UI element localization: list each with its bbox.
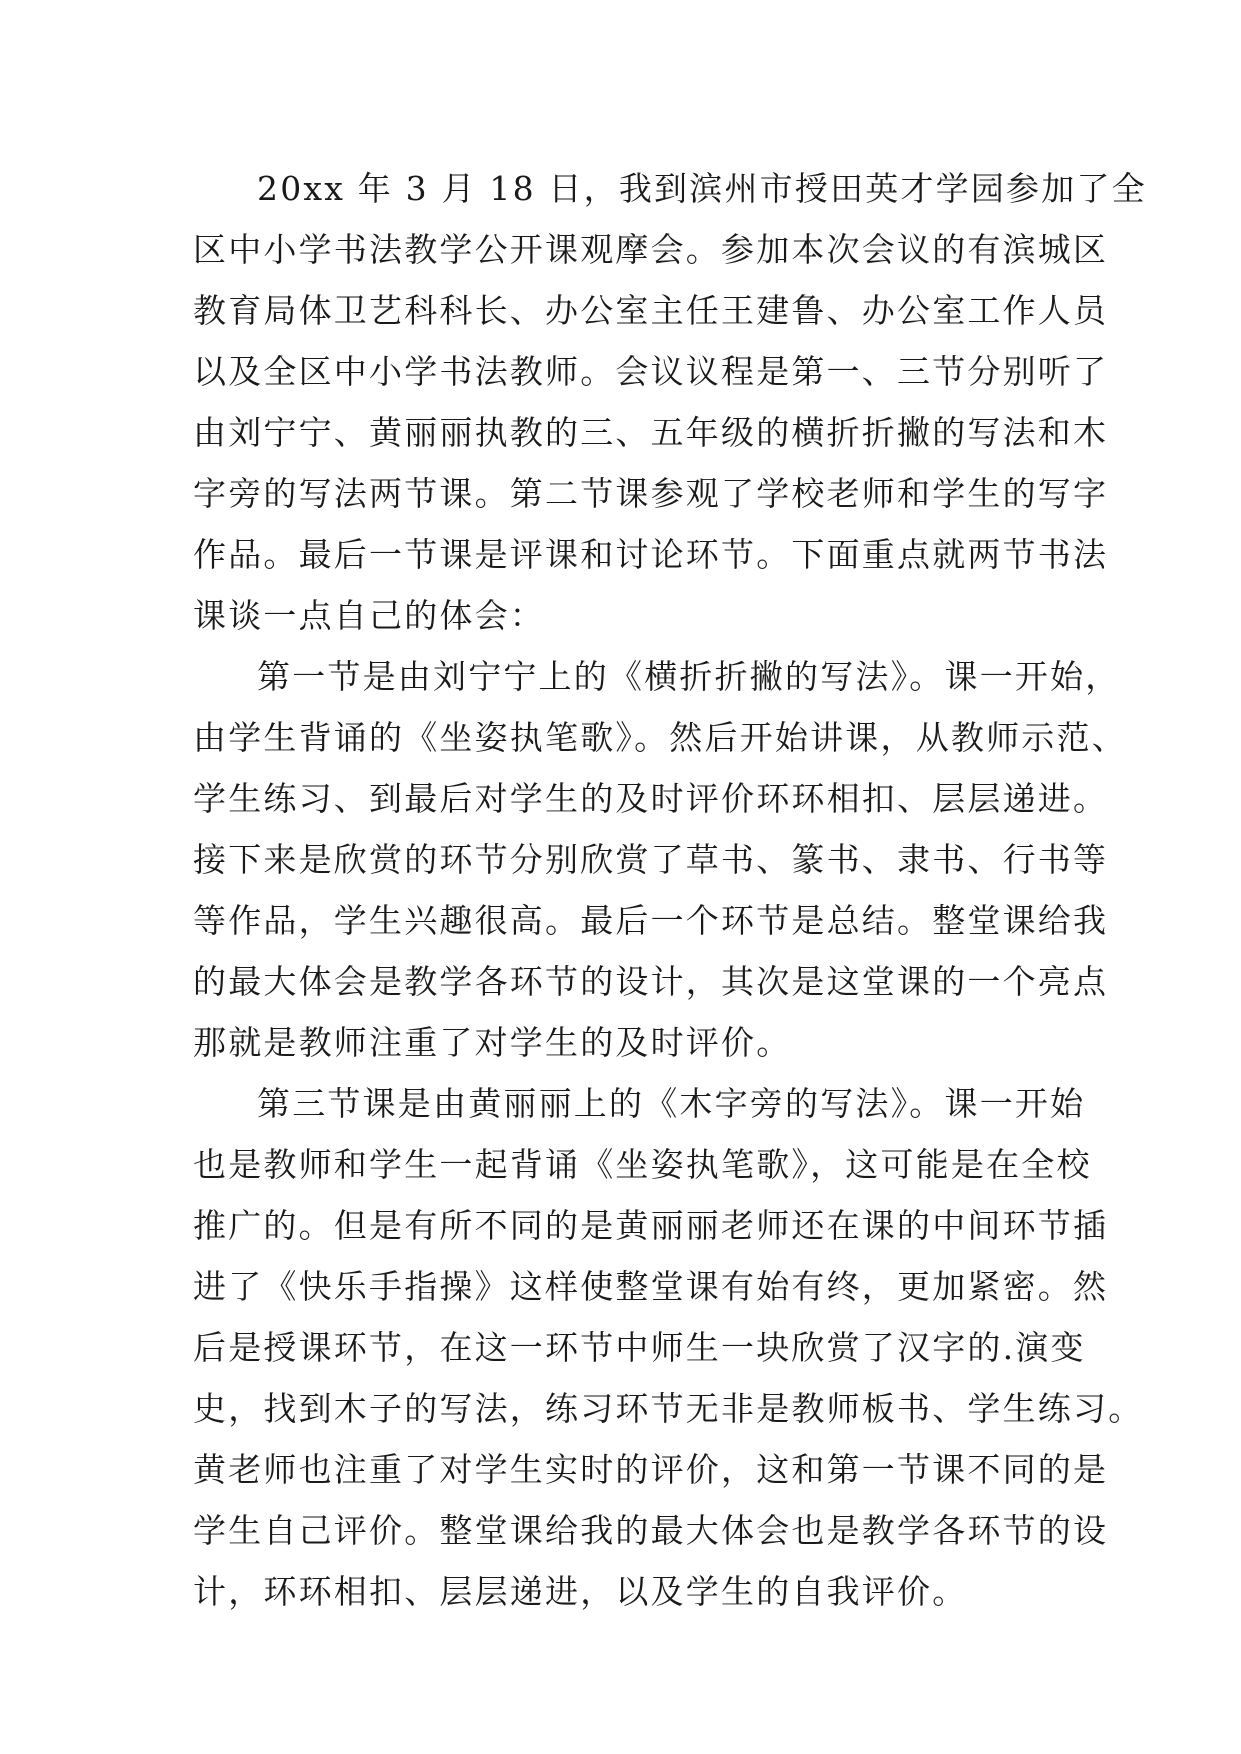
text-line: 字旁的写法两节课。第二节课参观了学校老师和学生的写字 — [193, 474, 1109, 513]
text-line: 黄老师也注重了对学生实时的评价，这和第一节课不同的是 — [193, 1450, 1109, 1489]
text-line: 以及全区中小学书法教师。会议议程是第一、三节分别听了 — [193, 352, 1109, 391]
text-line: 由刘宁宁、黄丽丽执教的三、五年级的横折折撇的写法和木 — [193, 413, 1109, 452]
text-line: 计，环环相扣、层层递进，以及学生的自我评价。 — [193, 1572, 968, 1611]
text-line: 学生练习、到最后对学生的及时评价环环相扣、层层递进。 — [193, 779, 1109, 818]
text-line: 学生自己评价。整堂课给我的最大体会也是教学各环节的设 — [193, 1511, 1109, 1550]
text-line: 作品。最后一节课是评课和讨论环节。下面重点就两节书法 — [193, 535, 1109, 574]
paragraph-3 — [193, 1073, 1144, 1622]
text-line: 史，找到木子的写法，练习环节无非是教师板书、学生练习。 — [193, 1389, 1144, 1428]
text-line: 区中小学书法教学公开课观摩会。参加本次会议的有滨城区 — [193, 230, 1109, 269]
text-line: 的最大体会是教学各环节的设计，其次是这堂课的一个亮点 — [193, 962, 1109, 1001]
text-line: 第三节课是由黄丽丽上的《木字旁的写法》。课一开始 — [257, 1084, 1086, 1123]
paragraph-2 — [193, 646, 1127, 1073]
text-line: 进了《快乐手指操》这样使整堂课有始有终，更加紧密。然 — [193, 1267, 1109, 1306]
text-line: 课谈一点自己的体会： — [193, 596, 545, 635]
text-line: 教育局体卫艺科科长、办公室主任王建鲁、办公室工作人员 — [193, 291, 1109, 330]
text-line: 第一节是由刘宁宁上的《横折折撇的写法》。课一开始， — [257, 657, 1121, 696]
text-line: 20xx 年 3 月 18 日，我到滨州市授田英才学园参加了全 — [257, 169, 1147, 208]
paragraph-1 — [193, 158, 1147, 646]
text-line: 等作品，学生兴趣很高。最后一个环节是总结。整堂课给我 — [193, 901, 1109, 940]
text-line: 后是授课环节，在这一环节中师生一块欣赏了汉字的.演变 — [193, 1328, 1086, 1367]
text-line: 那就是教师注重了对学生的及时评价。 — [193, 1023, 792, 1062]
text-line: 推广的。但是有所不同的是黄丽丽老师还在课的中间环节插 — [193, 1206, 1109, 1245]
text-line: 接下来是欣赏的环节分别欣赏了草书、篆书、隶书、行书等 — [193, 840, 1109, 879]
text-line: 由学生背诵的《坐姿执笔歌》。然后开始讲课，从教师示范、 — [193, 718, 1127, 757]
text-line: 也是教师和学生一起背诵《坐姿执笔歌》，这可能是在全校 — [193, 1145, 1092, 1184]
document-body — [193, 158, 1147, 1622]
